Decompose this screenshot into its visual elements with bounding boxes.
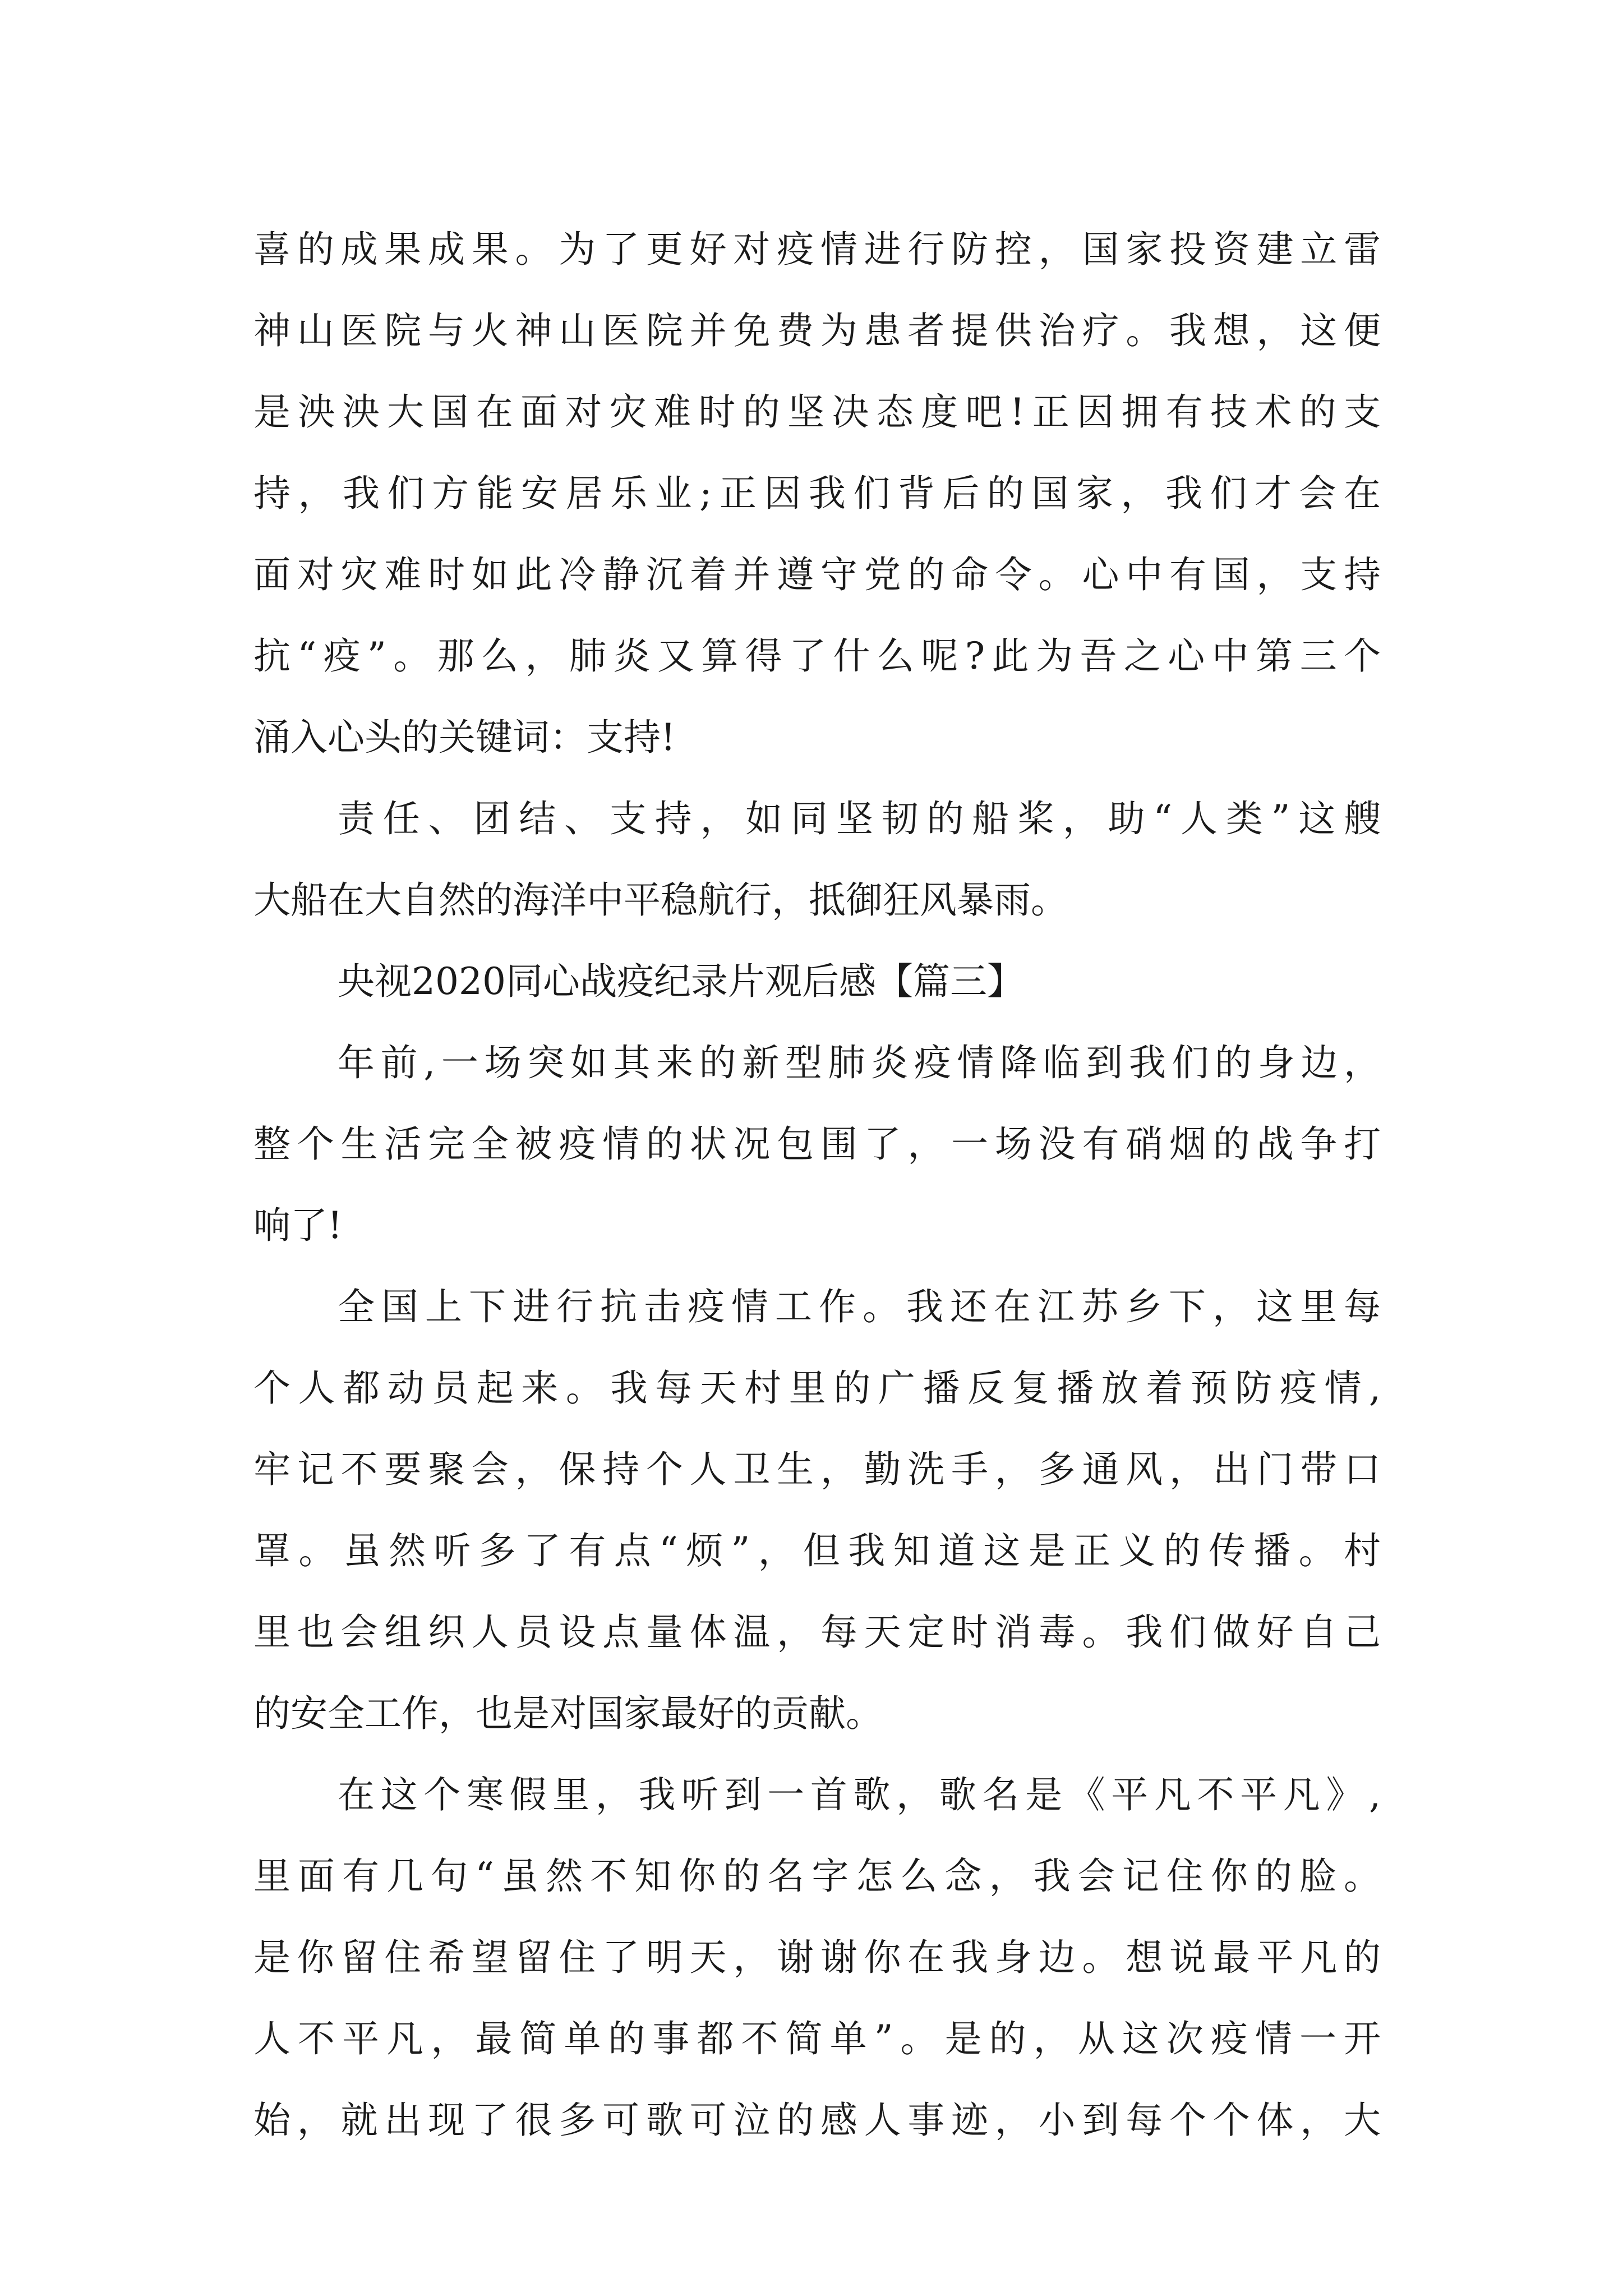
text-line: 整个生活完全被疫情的状况包围了，一场没有硝烟的战争打 bbox=[253, 1122, 1381, 1166]
text-line: 抗“疫”。那么，肺炎又算得了什么呢?此为吾之心中第三个 bbox=[253, 634, 1381, 678]
text-line: 的安全工作，也是对国家最好的贡献。 bbox=[253, 1692, 883, 1735]
text-line: 持，我们方能安居乐业;正因我们背后的国家，我们才会在 bbox=[253, 472, 1381, 515]
text-line: 大船在大自然的海洋中平稳航行，抵御狂风暴雨。 bbox=[253, 878, 1068, 922]
text-line: 里也会组织人员设点量体温，每天定时消毒。我们做好自己 bbox=[253, 1611, 1381, 1654]
text-line: 年前,一场突如其来的新型肺炎疫情降临到我们的身边， bbox=[338, 1041, 1381, 1084]
text-line: 里面有几句“虽然不知你的名字怎么念，我会记住你的脸。 bbox=[253, 1855, 1381, 1898]
text-line: 全国上下进行抗击疫情工作。我还在江苏乡下，这里每 bbox=[338, 1285, 1381, 1328]
text-line: 面对灾难时如此冷静沉着并遵守党的命令。心中有国，支持 bbox=[253, 553, 1381, 596]
text-line: 是泱泱大国在面对灾难时的坚决态度吧!正因拥有技术的支 bbox=[253, 390, 1381, 434]
text-line: 涌入心头的关键词：支持! bbox=[253, 716, 676, 759]
document-body bbox=[253, 209, 1381, 2161]
text-line: 牢记不要聚会，保持个人卫生，勤洗手，多通风，出门带口 bbox=[253, 1448, 1381, 1491]
text-line: 始，就出现了很多可歌可泣的感人事迹，小到每个个体，大 bbox=[253, 2099, 1381, 2142]
section-heading: 央视2020同心战疫纪录片观后感【篇三】 bbox=[338, 960, 1024, 1003]
text-line: 喜的成果成果。为了更好对疫情进行防控，国家投资建立雷 bbox=[253, 228, 1381, 271]
text-line: 是你留住希望留住了明天，谢谢你在我身边。想说最平凡的 bbox=[253, 1936, 1381, 1979]
text-line: 个人都动员起来。我每天村里的广播反复播放着预防疫情, bbox=[253, 1366, 1381, 1410]
text-line: 响了! bbox=[253, 1204, 343, 1247]
text-line: 责任、团结、支持，如同坚韧的船桨，助“人类”这艘 bbox=[338, 797, 1381, 840]
text-line: 罩。虽然听多了有点“烦”，但我知道这是正义的传播。村 bbox=[253, 1529, 1381, 1572]
text-line: 人不平凡，最简单的事都不简单”。是的，从这次疫情一开 bbox=[253, 2017, 1381, 2060]
text-line: 神山医院与火神山医院并免费为患者提供治疗。我想，这便 bbox=[253, 309, 1381, 352]
text-line: 在这个寒假里，我听到一首歌，歌名是《平凡不平凡》, bbox=[338, 1773, 1381, 1816]
